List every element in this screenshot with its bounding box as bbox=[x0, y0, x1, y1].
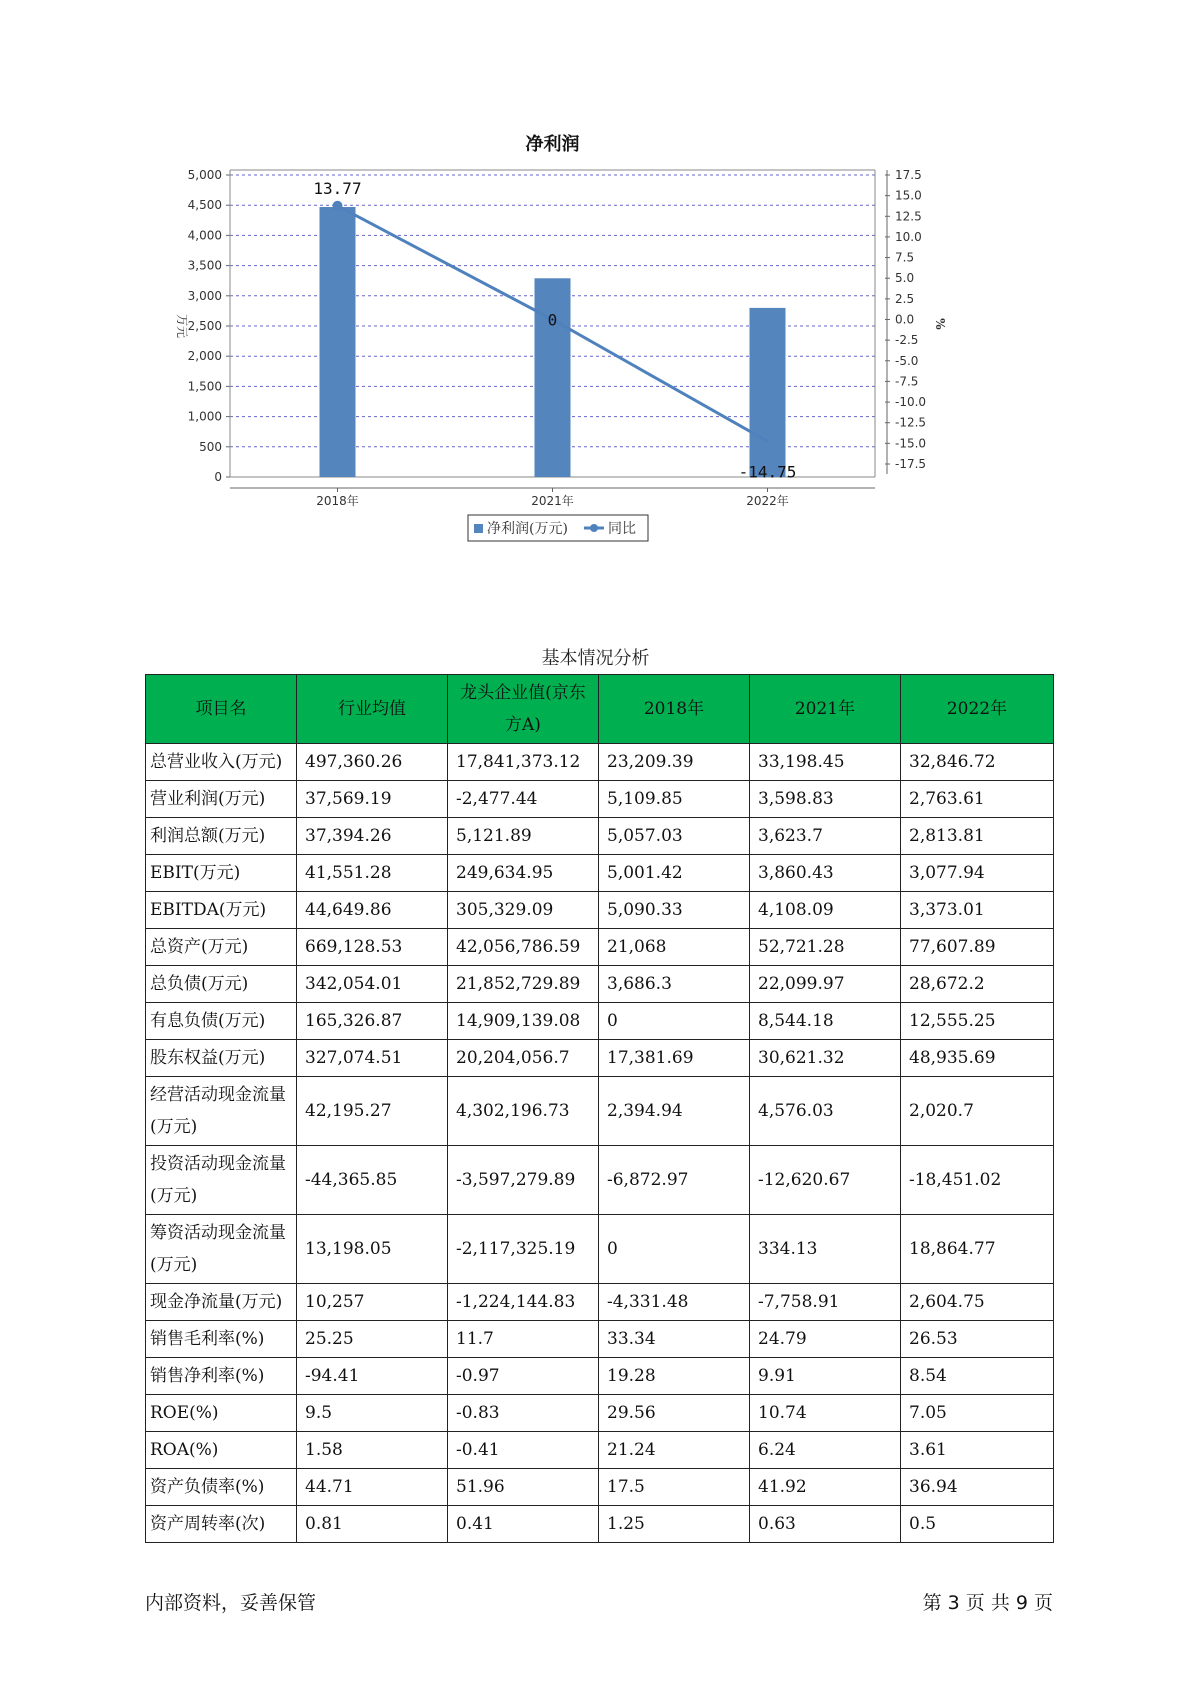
table-row bbox=[146, 1003, 1054, 1040]
value-cell: 3,623.7 bbox=[750, 818, 901, 855]
value-cell: 497,360.26 bbox=[297, 744, 448, 781]
value-cell: 5,090.33 bbox=[599, 892, 750, 929]
value-cell: -1,224,144.83 bbox=[448, 1284, 599, 1321]
legend-line-label: 同比 bbox=[608, 521, 636, 537]
value-cell: -2,477.44 bbox=[448, 781, 599, 818]
value-cell: 21,852,729.89 bbox=[448, 966, 599, 1003]
value-cell: 44.71 bbox=[297, 1469, 448, 1506]
value-cell: 23,209.39 bbox=[599, 744, 750, 781]
value-cell: -7,758.91 bbox=[750, 1284, 901, 1321]
value-cell: 2,394.94 bbox=[599, 1077, 750, 1146]
row-label-cell: 营业利润(万元) bbox=[146, 781, 297, 818]
table-row bbox=[146, 892, 1054, 929]
left-tick-label: 1,500 bbox=[187, 379, 222, 394]
row-label-cell: 总负债(万元) bbox=[146, 966, 297, 1003]
value-cell: 24.79 bbox=[750, 1321, 901, 1358]
table-row bbox=[146, 1506, 1054, 1543]
table-row bbox=[146, 1040, 1054, 1077]
value-cell: 77,607.89 bbox=[901, 929, 1054, 966]
value-cell: 1.25 bbox=[599, 1506, 750, 1543]
right-tick-label: 15.0 bbox=[895, 188, 922, 203]
value-cell: 44,649.86 bbox=[297, 892, 448, 929]
right-tick-label: 7.5 bbox=[895, 250, 915, 265]
row-label-cell: 现金净流量(万元) bbox=[146, 1284, 297, 1321]
basic-analysis-table bbox=[145, 674, 1054, 1543]
value-cell: 52,721.28 bbox=[750, 929, 901, 966]
value-cell: 5,109.85 bbox=[599, 781, 750, 818]
table-body bbox=[146, 744, 1054, 1543]
value-cell: 0.41 bbox=[448, 1506, 599, 1543]
right-tick-label: 0.0 bbox=[895, 312, 915, 327]
value-cell: -0.41 bbox=[448, 1432, 599, 1469]
value-cell: 17,381.69 bbox=[599, 1040, 750, 1077]
x-tick-label: 2022年 bbox=[746, 494, 789, 508]
footer-confidential-note: 内部资料，妥善保管 bbox=[145, 1592, 317, 1614]
left-tick-label: 1,000 bbox=[187, 409, 222, 424]
right-tick-label: 2.5 bbox=[895, 291, 915, 306]
right-tick-label: -7.5 bbox=[895, 374, 919, 389]
value-cell: 12,555.25 bbox=[901, 1003, 1054, 1040]
value-cell: 8.54 bbox=[901, 1358, 1054, 1395]
value-cell: 37,569.19 bbox=[297, 781, 448, 818]
value-cell: 0 bbox=[599, 1003, 750, 1040]
row-label-cell: ROA(%) bbox=[146, 1432, 297, 1469]
right-tick-label: -2.5 bbox=[895, 333, 919, 348]
value-cell: 6.24 bbox=[750, 1432, 901, 1469]
value-cell: 165,326.87 bbox=[297, 1003, 448, 1040]
table-row bbox=[146, 855, 1054, 892]
value-cell: 25.25 bbox=[297, 1321, 448, 1358]
left-tick-label: 0 bbox=[214, 470, 222, 484]
value-cell: -94.41 bbox=[297, 1358, 448, 1395]
value-cell: -0.97 bbox=[448, 1358, 599, 1395]
value-cell: 32,846.72 bbox=[901, 744, 1054, 781]
value-cell: 3,373.01 bbox=[901, 892, 1054, 929]
value-cell: 669,128.53 bbox=[297, 929, 448, 966]
bar bbox=[750, 308, 786, 477]
value-cell: 2,813.81 bbox=[901, 818, 1054, 855]
value-cell: 41.92 bbox=[750, 1469, 901, 1506]
y-axis-right-label: % bbox=[933, 318, 947, 330]
right-tick-label: 10.0 bbox=[895, 229, 922, 244]
value-cell: 3.61 bbox=[901, 1432, 1054, 1469]
header-cell: 龙头企业值(京东方A) bbox=[448, 675, 599, 744]
net-profit-chart bbox=[150, 130, 1050, 600]
right-tick-label: -15.0 bbox=[895, 436, 927, 451]
value-cell: 19.28 bbox=[599, 1358, 750, 1395]
value-cell: 0.81 bbox=[297, 1506, 448, 1543]
value-cell: -2,117,325.19 bbox=[448, 1215, 599, 1284]
header-cell: 2018年 bbox=[599, 675, 750, 744]
value-cell: 37,394.26 bbox=[297, 818, 448, 855]
value-cell: 3,077.94 bbox=[901, 855, 1054, 892]
left-tick-label: 4,000 bbox=[187, 228, 222, 243]
value-cell: 26.53 bbox=[901, 1321, 1054, 1358]
value-cell: 28,672.2 bbox=[901, 966, 1054, 1003]
yoy-data-label: -14.75 bbox=[738, 462, 797, 482]
value-cell: 327,074.51 bbox=[297, 1040, 448, 1077]
value-cell: 5,001.42 bbox=[599, 855, 750, 892]
x-tick-label: 2018年 bbox=[316, 494, 359, 508]
value-cell: 0 bbox=[599, 1215, 750, 1284]
table-row bbox=[146, 1077, 1054, 1146]
right-tick-label: -5.0 bbox=[895, 353, 919, 368]
table-row bbox=[146, 781, 1054, 818]
right-tick-label: -10.0 bbox=[895, 395, 927, 410]
table-row bbox=[146, 1469, 1054, 1506]
value-cell: 9.5 bbox=[297, 1395, 448, 1432]
row-label-cell: 股东权益(万元) bbox=[146, 1040, 297, 1077]
value-cell: 17.5 bbox=[599, 1469, 750, 1506]
table-row bbox=[146, 1146, 1054, 1215]
value-cell: 29.56 bbox=[599, 1395, 750, 1432]
value-cell: 4,302,196.73 bbox=[448, 1077, 599, 1146]
value-cell: 33,198.45 bbox=[750, 744, 901, 781]
value-cell: 18,864.77 bbox=[901, 1215, 1054, 1284]
value-cell: 48,935.69 bbox=[901, 1040, 1054, 1077]
value-cell: -0.83 bbox=[448, 1395, 599, 1432]
value-cell: 17,841,373.12 bbox=[448, 744, 599, 781]
table-row bbox=[146, 966, 1054, 1003]
header-cell: 行业均值 bbox=[297, 675, 448, 744]
value-cell: 41,551.28 bbox=[297, 855, 448, 892]
yoy-point bbox=[333, 201, 343, 211]
chart-canvas bbox=[150, 130, 1050, 600]
value-cell: -4,331.48 bbox=[599, 1284, 750, 1321]
row-label-cell: EBIT(万元) bbox=[146, 855, 297, 892]
left-tick-label: 3,500 bbox=[187, 258, 222, 273]
header-cell: 2021年 bbox=[750, 675, 901, 744]
row-label-cell: ROE(%) bbox=[146, 1395, 297, 1432]
value-cell: 1.58 bbox=[297, 1432, 448, 1469]
value-cell: 0.5 bbox=[901, 1506, 1054, 1543]
right-tick-label: 5.0 bbox=[895, 271, 915, 286]
row-label-cell: 经营活动现金流量(万元) bbox=[146, 1077, 297, 1146]
y-axis-left-label: 万元 bbox=[175, 313, 189, 339]
value-cell: 30,621.32 bbox=[750, 1040, 901, 1077]
table-row bbox=[146, 1215, 1054, 1284]
table-row bbox=[146, 744, 1054, 781]
row-label-cell: 筹资活动现金流量(万元) bbox=[146, 1215, 297, 1284]
row-label-cell: 资产周转率(次) bbox=[146, 1506, 297, 1543]
table-row bbox=[146, 1395, 1054, 1432]
value-cell: -6,872.97 bbox=[599, 1146, 750, 1215]
value-cell: 249,634.95 bbox=[448, 855, 599, 892]
value-cell: 9.91 bbox=[750, 1358, 901, 1395]
value-cell: 14,909,139.08 bbox=[448, 1003, 599, 1040]
header-cell: 项目名 bbox=[146, 675, 297, 744]
value-cell: 5,121.89 bbox=[448, 818, 599, 855]
left-tick-label: 500 bbox=[199, 439, 222, 454]
value-cell: 0.63 bbox=[750, 1506, 901, 1543]
value-cell: 2,763.61 bbox=[901, 781, 1054, 818]
row-label-cell: 总资产(万元) bbox=[146, 929, 297, 966]
row-label-cell: 销售毛利率(%) bbox=[146, 1321, 297, 1358]
value-cell: 51.96 bbox=[448, 1469, 599, 1506]
value-cell: 7.05 bbox=[901, 1395, 1054, 1432]
table-header-row bbox=[146, 675, 1054, 744]
header-cell: 2022年 bbox=[901, 675, 1054, 744]
row-label-cell: 有息负债(万元) bbox=[146, 1003, 297, 1040]
value-cell: 33.34 bbox=[599, 1321, 750, 1358]
value-cell: 13,198.05 bbox=[297, 1215, 448, 1284]
value-cell: 22,099.97 bbox=[750, 966, 901, 1003]
value-cell: 5,057.03 bbox=[599, 818, 750, 855]
value-cell: 21,068 bbox=[599, 929, 750, 966]
value-cell: 4,576.03 bbox=[750, 1077, 901, 1146]
right-tick-label: 12.5 bbox=[895, 209, 922, 224]
yoy-data-label: 0 bbox=[547, 310, 558, 330]
value-cell: 2,604.75 bbox=[901, 1284, 1054, 1321]
value-cell: -3,597,279.89 bbox=[448, 1146, 599, 1215]
value-cell: 11.7 bbox=[448, 1321, 599, 1358]
value-cell: 3,686.3 bbox=[599, 966, 750, 1003]
row-label-cell: EBITDA(万元) bbox=[146, 892, 297, 929]
table-row bbox=[146, 1321, 1054, 1358]
left-tick-label: 4,500 bbox=[187, 198, 222, 213]
right-tick-label: -17.5 bbox=[895, 457, 927, 471]
row-label-cell: 资产负债率(%) bbox=[146, 1469, 297, 1506]
value-cell: -44,365.85 bbox=[297, 1146, 448, 1215]
legend-line-marker bbox=[590, 524, 598, 532]
value-cell: 10,257 bbox=[297, 1284, 448, 1321]
left-tick-label: 5,000 bbox=[187, 168, 222, 182]
left-tick-label: 3,000 bbox=[187, 288, 222, 303]
x-tick-label: 2021年 bbox=[531, 494, 574, 508]
value-cell: 8,544.18 bbox=[750, 1003, 901, 1040]
table-title: 基本情况分析 bbox=[541, 648, 650, 669]
left-tick-label: 2,500 bbox=[187, 319, 222, 333]
value-cell: 3,598.83 bbox=[750, 781, 901, 818]
row-label-cell: 投资活动现金流量(万元) bbox=[146, 1146, 297, 1215]
row-label-cell: 总营业收入(万元) bbox=[146, 744, 297, 781]
value-cell: 42,056,786.59 bbox=[448, 929, 599, 966]
value-cell: 42,195.27 bbox=[297, 1077, 448, 1146]
legend-bar-swatch bbox=[474, 524, 483, 533]
bar bbox=[320, 207, 356, 477]
footer-page-number: 第 3 页 共 9 页 bbox=[922, 1592, 1053, 1614]
value-cell: 36.94 bbox=[901, 1469, 1054, 1506]
value-cell: 334.13 bbox=[750, 1215, 901, 1284]
value-cell: 21.24 bbox=[599, 1432, 750, 1469]
value-cell: 305,329.09 bbox=[448, 892, 599, 929]
table-row bbox=[146, 1284, 1054, 1321]
value-cell: 342,054.01 bbox=[297, 966, 448, 1003]
right-tick-label: 17.5 bbox=[895, 168, 922, 182]
table-row bbox=[146, 1432, 1054, 1469]
value-cell: 20,204,056.7 bbox=[448, 1040, 599, 1077]
right-tick-label: -12.5 bbox=[895, 415, 927, 430]
table-row bbox=[146, 1358, 1054, 1395]
yoy-data-label: 13.77 bbox=[313, 178, 362, 198]
value-cell: 2,020.7 bbox=[901, 1077, 1054, 1146]
table-row bbox=[146, 818, 1054, 855]
bar bbox=[535, 278, 571, 477]
value-cell: 4,108.09 bbox=[750, 892, 901, 929]
left-tick-label: 2,000 bbox=[187, 349, 222, 364]
value-cell: -18,451.02 bbox=[901, 1146, 1054, 1215]
value-cell: 3,860.43 bbox=[750, 855, 901, 892]
value-cell: -12,620.67 bbox=[750, 1146, 901, 1215]
value-cell: 10.74 bbox=[750, 1395, 901, 1432]
chart-title: 净利润 bbox=[525, 134, 580, 155]
table-row bbox=[146, 929, 1054, 966]
row-label-cell: 利润总额(万元) bbox=[146, 818, 297, 855]
row-label-cell: 销售净利率(%) bbox=[146, 1358, 297, 1395]
legend-bar-label: 净利润(万元) bbox=[487, 521, 568, 537]
